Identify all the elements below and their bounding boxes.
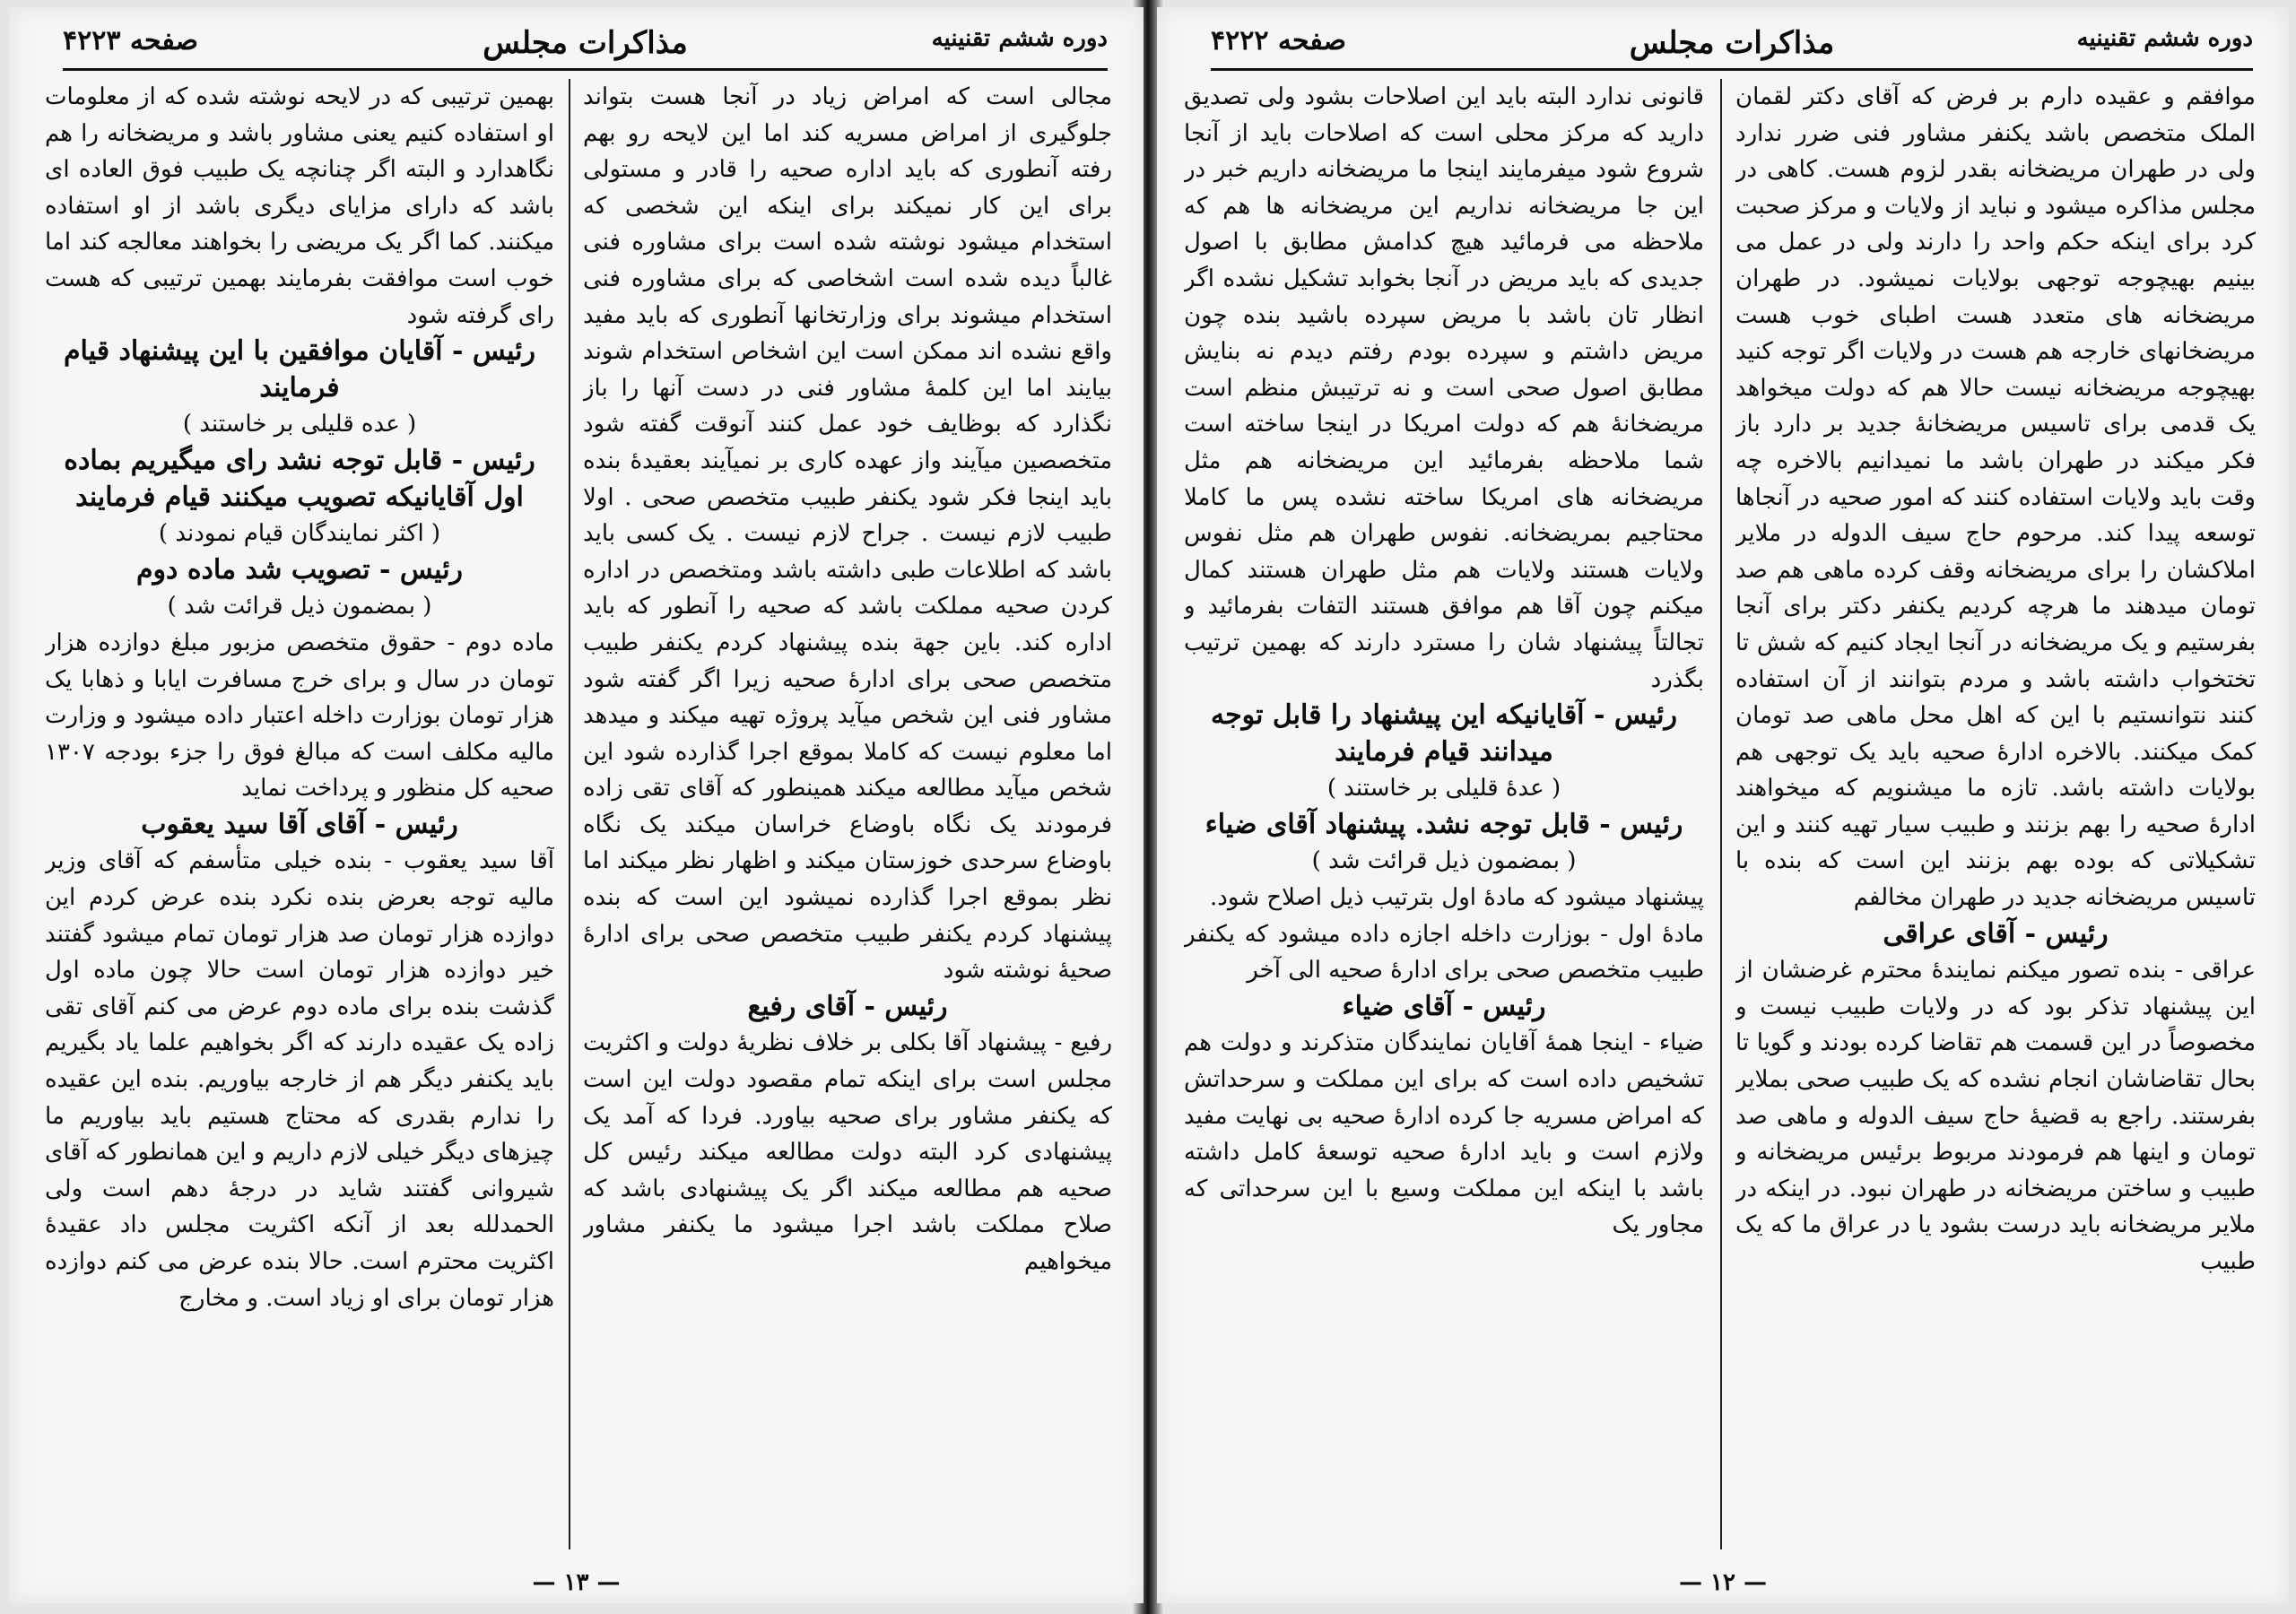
speaker-line: رئیس - آقای عراقی [1883, 917, 2109, 950]
right-page-header [1211, 20, 2253, 71]
stage-note: ( بمضمون ذیل قرائت شد ) [1311, 847, 1577, 875]
right-page-left-column [1184, 79, 1704, 1549]
right-page [1157, 7, 2289, 1603]
speaker-line: رئیس - تصویب شد ماده دوم [135, 553, 464, 586]
stage-note: ( بمضمون ذیل قرائت شد ) [167, 593, 432, 620]
left-page [9, 7, 1144, 1603]
session-label: دوره ششم تقنینیه [931, 25, 1108, 52]
left-page-header [63, 20, 1108, 71]
paragraph: قانونی ندارد البته باید این اصلاحات بشود ولی تصدیق دارید که مرکز محلی است که اصلاحات باید از آنجا شروع شود میفرمایند اینجا ما مریضخانه داریم خبر در این جا مریضخانه نداریم این مریضخانه ها هم که ملاحظه می فرمائید هیچ کدامش مطابق با اصول جدیدی که باید مریض در آنجا بخوابد تشکیل نشده اگر انظار تان باشد با مریض سپرده باشید بنده چون مریض داشتم و سپرده بودم رفتم دیدم نه بنایش مطابق اصول صحی است و نه ترتیبش منظم است مریضخانهٔ هم که دولت امریکا در اینجا ساخته است شما ملاحظه بفرمائید این مریضخانه هم مثل مریضخانه های امریکا ساخته نشده پس ما کاملا محتاجیم بمریضخانه. نفوس طهران هم مثل نفوس ولایات هستند ولایات هم مثل طهران هستند کمال میکنم چون آقا هم موافق هستند التفات بفرمائید و تجالتاً پیشنهاد شان را مسترد دارند که بهمین ترتیب بگذرد [1184, 83, 1704, 693]
session-label: دوره ششم تقنینیه [2076, 25, 2253, 52]
journal-title: مذاکرات مجلس [483, 25, 688, 61]
stage-note: ( اکثر نمایندگان قیام نمودند ) [158, 520, 441, 548]
paragraph: آقا سید یعقوب - بنده خیلی متأسفم که آقای وزیر مالیه توجه بعرض بنده نکرد بنده عرض کردم این دوازده هزار تومان صد هزار تومان تمام میشود گفتند خیر دوازده هزار تومان است حالا چون ماده اول گذشت بنده برای ماده دوم عرض می کنم آقای تقی زاده یک عقیده دارند که اگر بخواهیم علما یاد بگیریم باید یکنفر دیگر هم از خارجه بیاوریم. بنده این عقیده را ندارم بقدری که محتاج هستیم باید بیاوریم ما چیزهای دیگر خیلی لازم داریم و این همانطور که آقای شیروانی گفتند شاید در درجهٔ دهم است ولی الحمدلله بعد از آنکه اکثریت مجلس داد عقیدهٔ اکثریت محترم است. حالا بنده عرض می کنم دوازده هزار تومان برای او زیاد است. و مخارج [45, 847, 554, 1312]
paragraph: مادهٔ اول - بوزارت داخله اجازه داده میشود که یکنفر طبیب متخصص صحی برای ادارهٔ صحیه الی آخر [1184, 920, 1704, 985]
paragraph: رفیع - پیشنهاد آقا بکلی بر خلاف نظریهٔ دولت و اکثریت مجلس است برای اینکه تمام مقصود دولت این است که یکنفر مشاور برای صحیه بیاورد. فردا که آمد یک پیشنهادی کرد البته دولت مطالعه میکند رئیس کل صحیه هم مطالعه میکند اگر یک پیشنهادی باشد که صلاح مملکت باشد اجرا میشود ما یکنفر مشاور میخواهیم [583, 1029, 1112, 1275]
speaker-line: رئیس - قابل توجه نشد. پیشنهاد آقای ضیاء [1205, 808, 1683, 840]
speaker-line: رئیس - آقایانیکه این پیشنهاد را قابل توجه میدانند قیام فرمایند [1211, 699, 1677, 768]
paragraph: ضیاء - اینجا همهٔ آقایان نمایندگان متذکرند و دولت هم تشخیص داده است که برای این مملکت و سرحداتش که امراض مسریه جا کرده ادارهٔ صحیه بی نهایت مفید ولازم است و باید ادارهٔ صحیه توسعهٔ کامل داشته باشد با اینکه این مملکت وسیع با این سرحداتی که مجاور یک [1184, 1029, 1704, 1239]
column-divider [1720, 79, 1722, 1549]
speaker-line: رئیس - قابل توجه نشد رای میگیریم بماده اول آقایانیکه تصویب میکنند قیام فرمایند [64, 444, 535, 513]
journal-title: مذاکرات مجلس [1629, 25, 1835, 61]
page-number: — ۱۳ — [532, 1569, 621, 1596]
paragraph: بهمین ترتیبی که در لایحه نوشته شده که از معلومات او استفاده کنیم یعنی مشاور باشد و مریضخانه را هم نگاهدارد و البته اگر چنانچه یک طبیب فوق العاده ای باشد که دارای مزایای دیگری باشد از او استفاده میکنند. کما اگر یک مریضی را بخواهند معالجه کند اما خوب است موافقت بفرمایند بهمین ترتیبی که هست رای گرفته شود [45, 83, 554, 329]
speaker-line: رئیس - آقای رفیع [747, 990, 948, 1022]
paragraph: ماده دوم - حقوق متخصص مزبور مبلغ دوازده هزار تومان در سال و برای خرج مسافرت ایابا و ذهابا یک هزار تومان بوزارت داخله اعتبار داده میشود و وزارت مالیه مکلف است که مبالغ فوق را جزء بودجه ۱۳۰۷ صحیه کل منظور و پرداخت نماید [45, 629, 554, 803]
page-number: — ۱۲ — [1678, 1569, 1768, 1596]
right-page-right-column [1735, 79, 2256, 1549]
left-page-left-column [45, 79, 554, 1549]
paragraph: پیشنهاد میشود که مادهٔ اول بترتیب ذیل اصلاح شود. [1210, 884, 1704, 912]
speaker-line: رئیس - آقایان موافقین با این پیشنهاد قیام فرمایند [63, 335, 535, 404]
column-divider [569, 79, 570, 1549]
paragraph: عراقی - بنده تصور میکنم نمایندهٔ محترم غرضشان از این پیشنهاد تذکر بود که در ولایات طبیب نیست و مخصوصاً در این قسمت هم تقاضا کرده بودند و گویا تا بحال تقاضاشان انجام نشده که یک طبیب صحی بملایر بفرستند. راجع به قضیهٔ حاج سیف الدوله و ماهی صد تومان و اینها هم فرمودند مربوط برئیس مریضخانه و طبیب و ساختن مریضخانه در طهران نبود. در اینکه در ملایر مریضخانه باید درست بشود یا در عراق ما که یک طبیب [1735, 957, 2256, 1275]
speaker-line: رئیس - آقای ضیاء [1342, 990, 1546, 1022]
left-page-right-column [583, 79, 1112, 1549]
page-label: صفحه ۴۲۲۳ [63, 25, 198, 56]
paragraph: موافقم و عقیده دارم بر فرض که آقای دکتر لقمان الملک متخصص باشد یکنفر مشاور فنی ضرر ندارد ولی در طهران مریضخانه بقدر لزوم هست. کاهی در مجلس مذاکره میشود و نباید از ولایات و مرکز صحبت کرد برای اینکه حکم واحد را دارند ولی در عمل می بینیم بهیچوجه توجهی بولایات نمیشود. در طهران مریضخانه های متعدد هست اطبای خوب هست مریضخانهای خارجه هم هست در ولایات اگر توجه کنید بهیچوجه مریضخانه نیست حالا هم که دولت میخواهد یک قدمی برای تاسیس مریضخانهٔ جدید بر دارد باز فکر میکند در طهران باشد ما نمیدانیم بالاخره چه وقت باید ولایات استفاده کنند که امور صحیه در آنجاها توسعه پیدا کند. مرحوم حاج سیف الدوله در ملایر املاکشان را برای مریضخانه وقف کرده ماهی هم صد تومان میدهند ما هرچه کردیم یکنفر دکتر برای آنجا بفرستیم و یک مریضخانه در آنجا ایجاد کنیم که شش تا تختخواب داشته باشد و مردم بتوانند از آن استفاده کنند نتوانستیم با این که اهل محل ماهی صد تومان کمک میکنند. بالاخره ادارهٔ صحیه باید یک توجهی هم بولایات داشته باشد. تازه ما میشنویم که میخواهند ادارهٔ صحیه را بهم بزنند و طبیب سیار تهیه کنند و این تشکیلاتی که بوده بهم بزنند این است که بنده با تاسیس مریضخانه جدید در طهران مخالفم [1735, 83, 2256, 912]
page-label: صفحه ۴۲۲۲ [1211, 25, 1346, 56]
stage-note: ( عده قلیلی بر خاستند ) [182, 411, 417, 438]
stage-note: ( عدهٔ قلیلی بر خاستند ) [1326, 775, 1561, 803]
paragraph: مجالی است که امراض زیاد در آنجا هست بتواند جلوگیری از امراض مسریه کند اما این لایحه رو بهم رفته آنطوری که باید اداره صحیه را قادر و مستولی برای این کار نمیکند برای اینکه این شخصی که استخدام میشود نوشته شده است برای مشاوره فنی غالباً دیده شده است اشخاصی که برای مشاوره فنی استخدام میشوند برای وزارتخانها آنطوری که باید مفید واقع نشده اند ممکن است این اشخاص استخدام شوند بیایند اما این کلمهٔ مشاور فنی در دست آنها را باز نگذارد که بوظایف خود عمل کنند آنوقت گفته شود متخصصین میآیند واز عهده کاری بر نمیآیند بعقیدهٔ بنده باید اینجا فکر شود یکنفر طبیب متخصص صحی . اولا طبیب لازم نیست . جراح لازم نیست . یک کسی باید باشد که اطلاعات طبی داشته باشد ومتخصص در اداره کردن صحیه مملکت باشد که صحیه را آنطور که باید اداره کند. باین جهة بنده پیشنهاد کردم یکنفر طبیب متخصص صحی برای ادارهٔ صحیه زیرا اگر گفته شود مشاور فنی این شخص میآید پروژه تهیه میکند و میدهد اما معلوم نیست که کاملا بموقع اجرا گذارده شود این شخص میآید مطالعه میکند همینطور که آقای تقی زاده فرمودند یک نگاه باوضاع خراسان میکند یک نگاه باوضاع سرحدی خوزستان میکند و اظهار نظر میکند اما نظر بموقع اجرا گذارده نمیشود این است که بنده پیشنهاد کردم یکنفر طبیب متخصص صحی برای ادارهٔ صحیهٔ نوشته شود [583, 83, 1112, 985]
speaker-line: رئیس - آقای آقا سید یعقوب [141, 808, 458, 840]
